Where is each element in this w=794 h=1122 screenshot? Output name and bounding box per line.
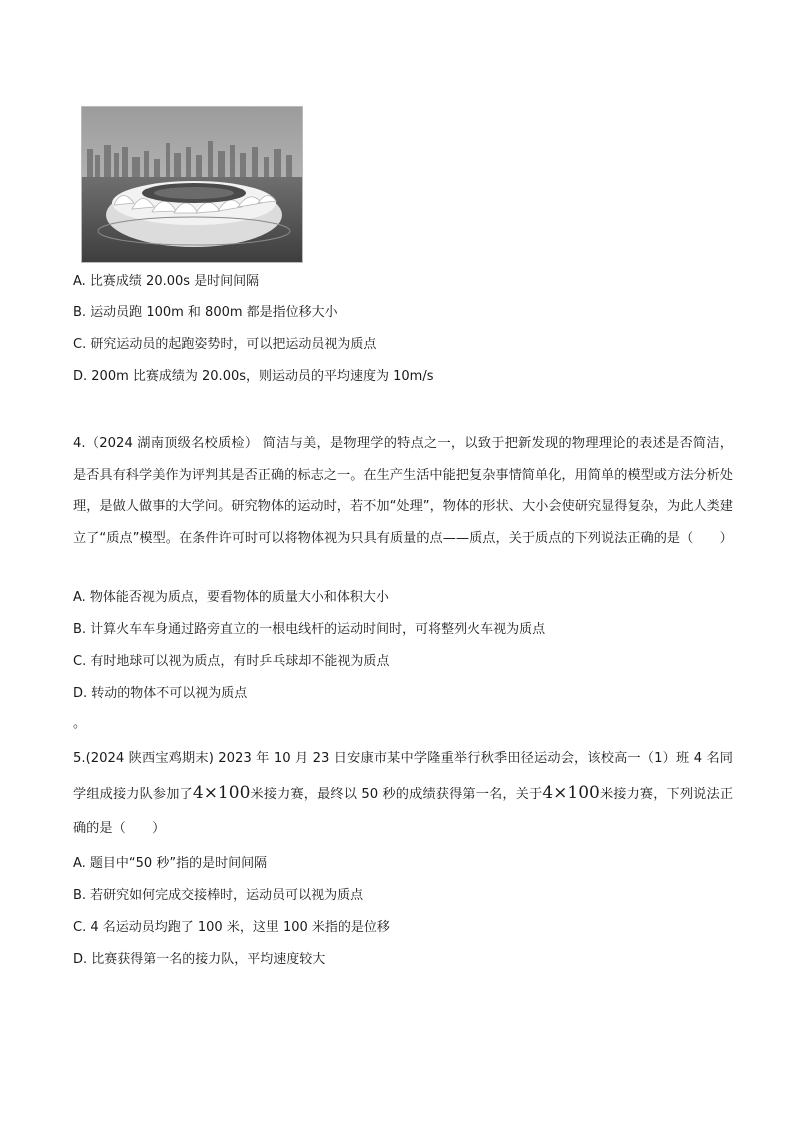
q3-option-a: A. 比赛成绩 20.00s 是时间间隔: [73, 274, 260, 289]
q4-option-d: D. 转动的物体不可以视为质点: [73, 686, 248, 701]
stadium-icon: [82, 107, 302, 262]
q5-stem: [73, 742, 733, 846]
q3-option-b: B. 运动员跑 100m 和 800m 都是指位移大小: [73, 305, 338, 320]
q5-math-2: 4×100: [542, 783, 600, 803]
q4-stem: 4.（2024 湖南顶级名校质检） 简洁与美，是物理学的特点之一，以致于把新发现的物理理论的表述是否简洁，是否具有科学美作为评判其是否正确的标志之一。在生产生活中能把复杂事情简单化，用简单的模型或方法分析处理，是做人做事的大学问。研究物体的运动时，若不加“处理”，物体的形状、大小会使研究显得复杂，为此人类建立了“质点”模型。在条件许可时可以将物体视为只具有质量的点——质点，关于质点的下列说法正确的是（ ）: [73, 436, 733, 546]
q5-math-1: 4×100: [192, 783, 251, 803]
q5-option-b: B. 若研究如何完成交接棒时，运动员可以视为质点: [73, 888, 364, 903]
q4-option-a: A. 物体能否视为质点，要看物体的质量大小和体积大小: [73, 590, 389, 605]
q5-stem-part1: 5.(2024 陕西宝鸡期末) 2023 年 10 月 23 日安康市某中学隆重举行秋季田径运动会，该校高一（1）班 4 名同学组成接力队参加了: [73, 751, 733, 802]
stadium-photo: [81, 106, 303, 263]
q5-option-d: D. 比赛获得第一名的接力队，平均速度较大: [73, 952, 326, 967]
q4-end-mark: 。: [73, 716, 87, 731]
q5-stem-part3: 米接力赛，下列说法正确的是（ ）: [73, 787, 734, 836]
q4-option-c: C. 有时地球可以视为质点，有时乒乓球却不能视为质点: [73, 654, 390, 669]
q3-option-c: C. 研究运动员的起跑姿势时，可以把运动员视为质点: [73, 337, 377, 352]
q3-option-d: D. 200m 比赛成绩为 20.00s，则运动员的平均速度为 10m/s: [73, 369, 434, 384]
q4-option-b: B. 计算火车车身通过路旁直立的一根电线杆的运动时间时，可将整列火车视为质点: [73, 622, 546, 637]
q5-option-a: A. 题目中“50 秒”指的是时间间隔: [73, 856, 268, 871]
q5-option-c: C. 4 名运动员均跑了 100 米，这里 100 米指的是位移: [73, 920, 390, 935]
q5-stem-part2: 米接力赛，最终以 50 秒的成绩获得第一名，关于: [250, 787, 543, 802]
